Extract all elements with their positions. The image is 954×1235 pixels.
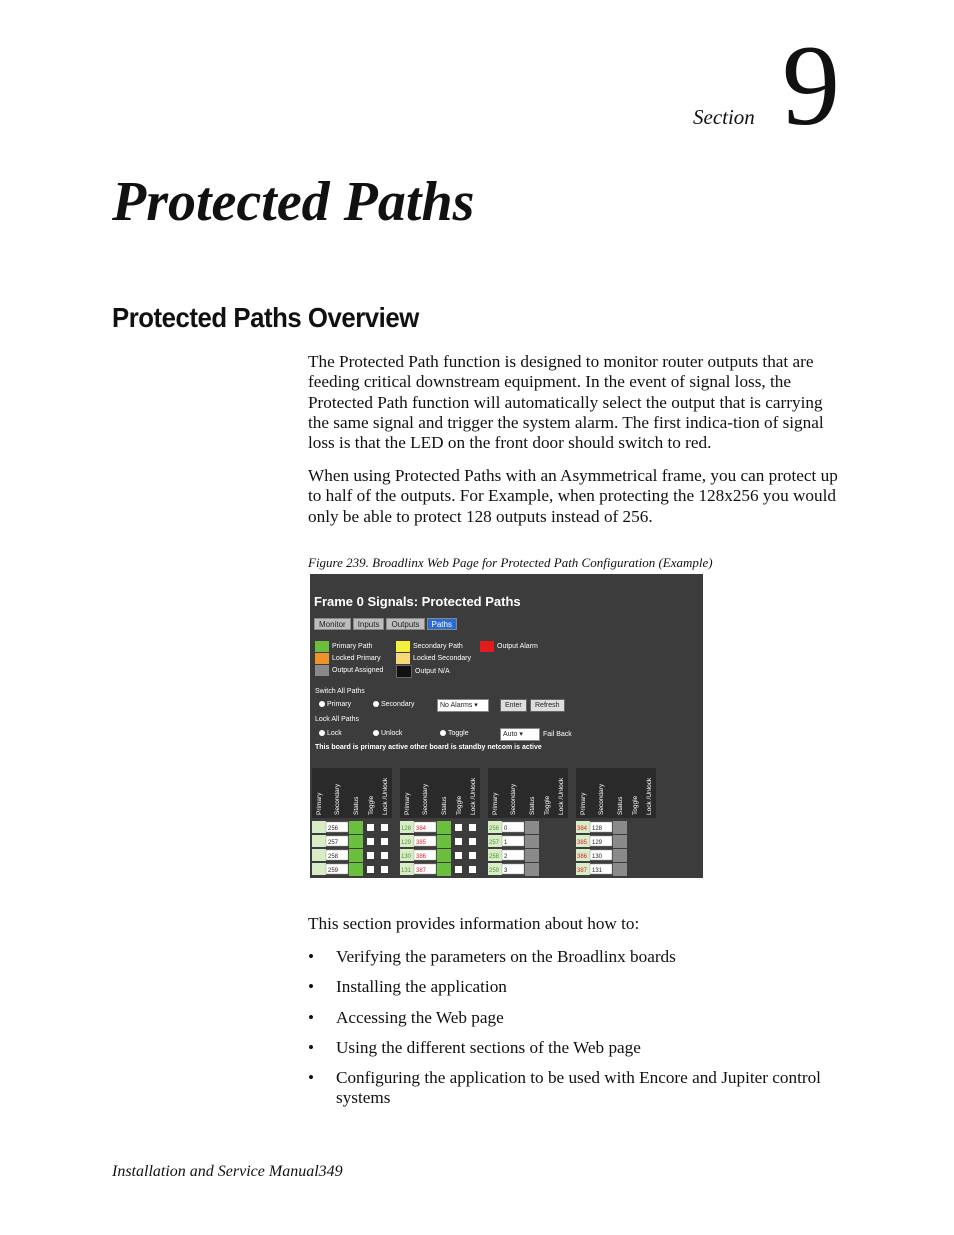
primary-value: 385 [577,840,588,846]
secondary-value: 1 [504,840,508,846]
column-header: Lock /Unlock [382,777,389,815]
toggle-checkbox [455,824,462,831]
tab-monitor: Monitor [314,618,351,630]
column-header: Primary [316,792,323,815]
primary-cell [312,849,326,861]
toggle-checkbox [455,866,462,873]
legend-item: Locked Primary [315,653,381,664]
column-header-bg [400,768,480,818]
toggle-checkbox [455,838,462,845]
toggle-checkbox [455,852,462,859]
alarm-select: No Alarms ▾ [437,699,489,712]
column-header: Status [529,796,536,815]
column-header-bg [312,768,392,818]
status-cell [437,835,451,848]
primary-value: 259 [489,868,500,874]
legend-item: Locked Secondary [396,653,471,664]
legend-item: Primary Path [315,641,372,652]
legend-item: Output Alarm [480,641,538,652]
lock-checkbox [381,866,388,873]
toggle-checkbox [367,838,374,845]
column-header: Secondary [334,783,341,815]
lock-checkbox [469,838,476,845]
column-header: Toggle [368,795,375,815]
radio-secondary: Secondary [373,701,414,708]
status-cell [437,863,451,876]
legend-item: Secondary Path [396,641,463,652]
column-header: Toggle [544,795,551,815]
column-header: Toggle [456,795,463,815]
paragraph-2: When using Protected Paths with an Asymmetrical frame, you can protect up to half of the outputs. For Example, when protecting the 128x256 you would only be able to protect 128 outputs instead of 256. [308,466,838,526]
column-header: Status [353,796,360,815]
failback-label: Fail Back [543,731,572,738]
secondary-value: 387 [416,868,427,874]
lock-checkbox [381,838,388,845]
refresh-button: Refresh [530,699,565,712]
column-header: Primary [492,792,499,815]
tab-inputs: Inputs [353,618,385,630]
primary-cell [312,835,326,847]
figure-caption: Figure 239. Broadlinx Web Page for Protected Path Configuration (Example) [308,555,713,570]
status-text: This board is primary active other board is standby netcom is active [315,744,542,751]
status-cell [525,821,539,834]
primary-value: 128 [401,826,412,832]
primary-value: 129 [401,840,412,846]
status-cell [613,821,627,834]
column-header: Lock /Unlock [558,777,565,815]
legend-item: Output Assigned [315,665,383,676]
column-header-bg [488,768,568,818]
section-heading: Protected Paths Overview [112,302,419,333]
tab-paths: Paths [427,618,457,630]
primary-value: 386 [577,854,588,860]
secondary-value: 384 [416,826,427,832]
radio-unlock: Unlock [373,730,402,737]
column-header: Lock /Unlock [470,777,477,815]
list-intro: This section provides information about how to: [308,914,640,933]
lock-checkbox [469,824,476,831]
secondary-value: 128 [592,826,603,832]
lock-checkbox [469,866,476,873]
lock-all-label: Lock All Paths [315,716,359,723]
primary-value: 384 [577,826,588,832]
secondary-value: 258 [328,854,339,860]
column-header: Status [441,796,448,815]
secondary-value: 385 [416,840,427,846]
lock-checkbox [381,824,388,831]
status-cell [613,835,627,848]
column-header: Primary [404,792,411,815]
status-cell [349,835,363,848]
toggle-checkbox [367,824,374,831]
paragraph-1: The Protected Path function is designed to monitor router outputs that are feeding critical downstream equipment. In the event of signal loss, the Protected Path function will automatically select the output that is carrying the same signal and trigger the system alarm. The first indica-tion of signal loss is that the LED on the front door should switch to red. [308,352,824,453]
status-cell [525,849,539,862]
status-cell [349,849,363,862]
page-footer: Installation and Service Manual349 [112,1163,343,1180]
embedded-screenshot [310,574,703,878]
radio-lock: Lock [319,730,342,737]
primary-value: 387 [577,868,588,874]
paths-grid [310,768,703,878]
tab-outputs: Outputs [386,618,424,630]
chapter-title: Protected Paths [112,171,475,233]
secondary-value: 257 [328,840,339,846]
failback-select: Auto ▾ [500,728,540,741]
primary-value: 257 [489,840,500,846]
secondary-value: 2 [504,854,508,860]
secondary-value: 130 [592,854,603,860]
primary-cell [312,863,326,875]
section-label: Section [693,105,755,129]
switch-all-label: Switch All Paths [315,688,365,695]
primary-value: 258 [489,854,500,860]
column-header: Secondary [422,783,429,815]
primary-value: 131 [401,868,412,874]
status-cell [437,821,451,834]
status-cell [613,863,627,876]
primary-value: 130 [401,854,412,860]
primary-cell [312,821,326,833]
section-number: 9 [782,22,840,150]
toggle-checkbox [367,852,374,859]
secondary-value: 0 [504,826,508,832]
column-header: Lock /Unlock [646,777,653,815]
lock-checkbox [469,852,476,859]
enter-button: Enter [500,699,527,712]
screenshot-title: Frame 0 Signals: Protected Paths [314,594,521,609]
secondary-value: 131 [592,868,603,874]
status-cell [349,863,363,876]
status-cell [437,849,451,862]
legend-item: Output N/A [396,665,450,678]
secondary-value: 256 [328,826,339,832]
secondary-value: 386 [416,854,427,860]
secondary-value: 129 [592,840,603,846]
status-cell [613,849,627,862]
secondary-value: 259 [328,868,339,874]
primary-value: 256 [489,826,500,832]
lock-checkbox [381,852,388,859]
status-cell [525,835,539,848]
column-header: Primary [580,792,587,815]
screenshot-tabs [314,618,459,630]
status-cell [349,821,363,834]
toggle-checkbox [367,866,374,873]
secondary-value: 3 [504,868,508,874]
column-header: Status [617,796,624,815]
status-cell [525,863,539,876]
column-header-bg [576,768,656,818]
column-header: Toggle [632,795,639,815]
column-header: Secondary [598,783,605,815]
radio-primary: Primary [319,701,351,708]
radio-toggle: Toggle [440,730,469,737]
column-header: Secondary [510,783,517,815]
